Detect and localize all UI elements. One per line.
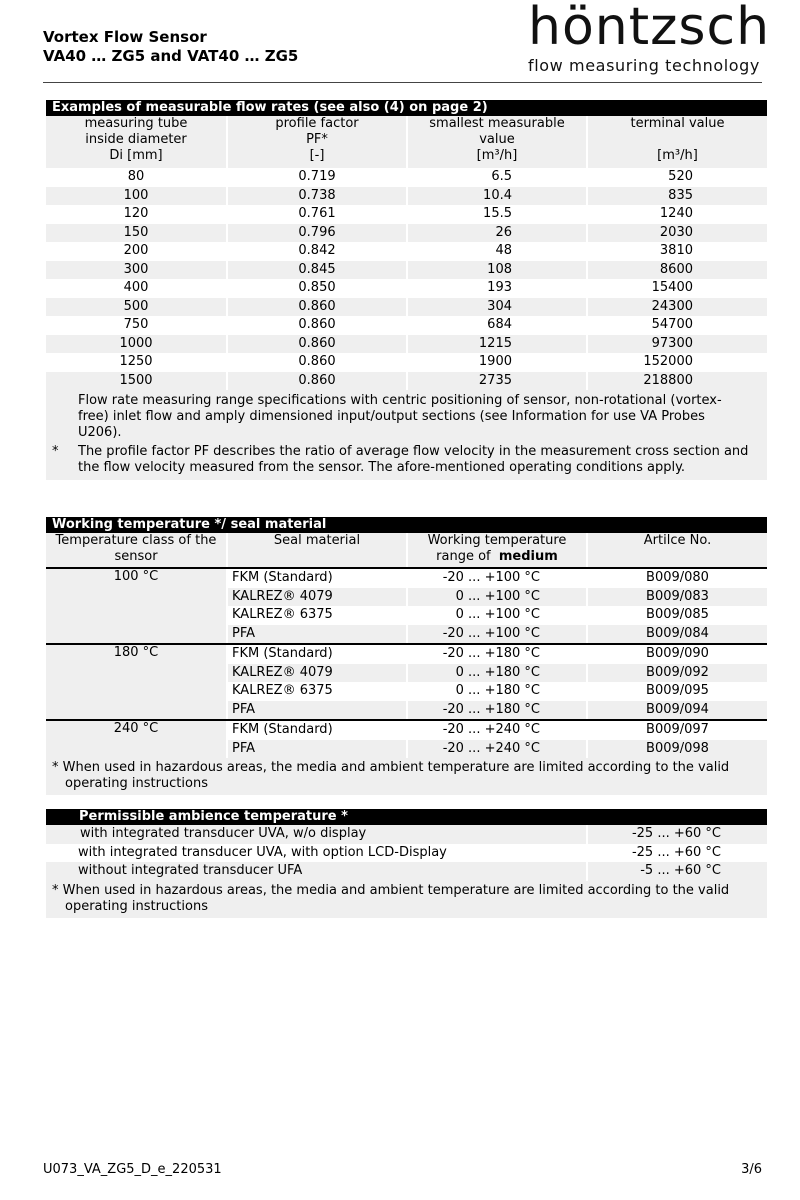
seal-material-cell: FKM (Standard) — [227, 720, 407, 740]
logo-tagline: flow measuring technology — [528, 56, 760, 75]
article-number-cell: B009/085 — [587, 606, 767, 625]
table-row — [46, 568, 767, 588]
table-row — [46, 844, 767, 863]
diameter-cell: 1000 — [46, 335, 227, 354]
terminal-value-cell: 218800 — [587, 372, 767, 391]
flow-rate-section — [46, 100, 767, 480]
table-row — [46, 242, 767, 261]
article-number-cell: B009/097 — [587, 720, 767, 740]
seal-material-cell: KALREZ® 4079 — [227, 588, 407, 607]
flow-rate-title: Examples of measurable flow rates (see also (4) on page 2) — [46, 100, 767, 116]
diameter-cell: 200 — [46, 242, 227, 261]
temperature-range-cell: -20 ... +240 °C — [407, 720, 587, 740]
terminal-value-cell: 15400 — [587, 279, 767, 298]
temp-class-cell: 100 °C — [46, 568, 227, 644]
ambient-condition-cell: without integrated transducer UFA — [46, 862, 587, 881]
temp-footnote: * When used in hazardous areas, the media and ambient temperature are limited according to the valid operating instructions — [46, 758, 767, 795]
table-row — [46, 644, 767, 664]
temperature-range-cell: -20 ... +180 °C — [407, 644, 587, 664]
logo-wordmark: höntzsch — [528, 0, 771, 57]
table-row — [46, 224, 767, 243]
ambient-temperature-title: Permissible ambience temperature * — [46, 809, 767, 825]
profile-factor-cell: 0.845 — [227, 261, 407, 280]
article-number-cell: B009/098 — [587, 740, 767, 759]
smallest-value-cell: 108 — [407, 261, 587, 280]
seal-material-cell: PFA — [227, 625, 407, 645]
company-logo — [528, 0, 771, 75]
terminal-value-cell: 1240 — [587, 205, 767, 224]
terminal-value-cell: 24300 — [587, 298, 767, 317]
smallest-value-cell: 10.4 — [407, 187, 587, 206]
terminal-value-cell: 8600 — [587, 261, 767, 280]
diameter-cell: 1500 — [46, 372, 227, 391]
flow-rate-rows — [46, 168, 767, 390]
ambient-rows — [46, 825, 767, 881]
seal-material-cell: KALREZ® 4079 — [227, 664, 407, 683]
ambient-range-cell: -25 ... +60 °C — [587, 825, 767, 844]
article-number-cell: B009/094 — [587, 701, 767, 721]
temperature-range-cell: -20 ... +180 °C — [407, 701, 587, 721]
table-row — [46, 168, 767, 187]
terminal-value-cell: 2030 — [587, 224, 767, 243]
col-article-header: Artilce No. — [587, 533, 767, 568]
table-row — [46, 720, 767, 740]
col-range-header: Working temperature range of medium — [407, 533, 587, 568]
diameter-cell: 500 — [46, 298, 227, 317]
flow-rate-note — [46, 390, 767, 444]
temperature-range-cell: 0 ... +180 °C — [407, 664, 587, 683]
terminal-value-cell: 97300 — [587, 335, 767, 354]
table-row — [46, 187, 767, 206]
diameter-cell: 80 — [46, 168, 227, 187]
flow-rate-table — [46, 116, 767, 390]
smallest-value-cell: 684 — [407, 316, 587, 335]
flow-note-2: The profile factor PF describes the ratio of average flow velocity in the measurement cross section and the flow velocity measured from the sensor. The afore-mentioned operating conditions apply. — [78, 444, 749, 475]
profile-factor-cell: 0.796 — [227, 224, 407, 243]
seal-material-cell: FKM (Standard) — [227, 568, 407, 588]
table-row — [46, 353, 767, 372]
smallest-value-cell: 2735 — [407, 372, 587, 391]
article-number-cell: B009/083 — [587, 588, 767, 607]
working-temperature-table — [46, 533, 767, 758]
title-line-1: Vortex Flow Sensor — [43, 28, 207, 46]
ambient-range-cell: -25 ... +60 °C — [587, 844, 767, 863]
seal-material-cell: KALREZ® 6375 — [227, 682, 407, 701]
terminal-value-cell: 835 — [587, 187, 767, 206]
col-seal-header: Seal material — [227, 533, 407, 568]
table-row — [46, 279, 767, 298]
terminal-value-cell: 3810 — [587, 242, 767, 261]
smallest-value-cell: 304 — [407, 298, 587, 317]
smallest-value-cell: 1900 — [407, 353, 587, 372]
terminal-value-cell: 152000 — [587, 353, 767, 372]
profile-factor-cell: 0.860 — [227, 298, 407, 317]
col-profile-factor-header: profile factor PF* [-] — [227, 116, 407, 168]
temp-class-cell: 180 °C — [46, 644, 227, 720]
diameter-cell: 400 — [46, 279, 227, 298]
profile-factor-cell: 0.761 — [227, 205, 407, 224]
terminal-value-cell: 54700 — [587, 316, 767, 335]
profile-factor-cell: 0.860 — [227, 372, 407, 391]
col-diameter-header: measuring tube inside diameter Di [mm] — [46, 116, 227, 168]
table-row — [46, 205, 767, 224]
profile-factor-cell: 0.738 — [227, 187, 407, 206]
flow-note-1: Flow rate measuring range specifications with centric positioning of sensor, non-rotational (vortex-free) inlet flow and amply dimensioned input/output sections (see Information for use VA Probes U206). — [78, 393, 722, 440]
ambient-footnote: * When used in hazardous areas, the media and ambient temperature are limited according to the valid operating instructions — [46, 881, 767, 918]
table-row — [46, 298, 767, 317]
ambient-range-cell: -5 ... +60 °C — [587, 862, 767, 881]
profile-factor-note — [46, 444, 767, 480]
profile-factor-cell: 0.860 — [227, 316, 407, 335]
diameter-cell: 750 — [46, 316, 227, 335]
header-divider — [43, 82, 762, 83]
article-number-cell: B009/080 — [587, 568, 767, 588]
table-row — [46, 372, 767, 391]
working-temperature-rows — [46, 568, 767, 758]
diameter-cell: 120 — [46, 205, 227, 224]
temperature-range-cell: -20 ... +240 °C — [407, 740, 587, 759]
title-line-2: VA40 … ZG5 and VAT40 … ZG5 — [43, 47, 299, 65]
temp-class-cell: 240 °C — [46, 720, 227, 758]
ambient-temperature-table — [46, 825, 767, 881]
ambient-temperature-section — [46, 809, 767, 918]
diameter-cell: 100 — [46, 187, 227, 206]
diameter-cell: 1250 — [46, 353, 227, 372]
temperature-range-cell: 0 ... +180 °C — [407, 682, 587, 701]
diameter-cell: 300 — [46, 261, 227, 280]
smallest-value-cell: 15.5 — [407, 205, 587, 224]
seal-material-cell: PFA — [227, 740, 407, 759]
temperature-range-cell: 0 ... +100 °C — [407, 588, 587, 607]
document-title — [43, 28, 298, 66]
seal-material-cell: KALREZ® 6375 — [227, 606, 407, 625]
ambient-condition-cell: with integrated transducer UVA, with option LCD-Display — [46, 844, 587, 863]
document-id: U073_VA_ZG5_D_e_220531 — [43, 1162, 222, 1177]
table-row — [46, 825, 767, 844]
temperature-range-cell: -20 ... +100 °C — [407, 625, 587, 645]
smallest-value-cell: 193 — [407, 279, 587, 298]
temp-header-row — [46, 533, 767, 568]
temperature-range-cell: 0 ... +100 °C — [407, 606, 587, 625]
footnote-mark: * — [52, 444, 59, 459]
smallest-value-cell: 26 — [407, 224, 587, 243]
smallest-value-cell: 48 — [407, 242, 587, 261]
article-number-cell: B009/095 — [587, 682, 767, 701]
article-number-cell: B009/084 — [587, 625, 767, 645]
table-row — [46, 862, 767, 881]
seal-material-cell: PFA — [227, 701, 407, 721]
profile-factor-cell: 0.842 — [227, 242, 407, 261]
seal-material-cell: FKM (Standard) — [227, 644, 407, 664]
table-row — [46, 316, 767, 335]
terminal-value-cell: 520 — [587, 168, 767, 187]
profile-factor-cell: 0.860 — [227, 353, 407, 372]
table-row — [46, 261, 767, 280]
temperature-range-cell: -20 ... +100 °C — [407, 568, 587, 588]
col-temp-class-header: Temperature class of the sensor — [46, 533, 227, 568]
ambient-condition-cell: with integrated transducer UVA, w/o display — [46, 825, 587, 844]
table-row — [46, 335, 767, 354]
working-temperature-section — [46, 517, 767, 795]
col-terminal-value-header: terminal value [m³/h] — [587, 116, 767, 168]
smallest-value-cell: 6.5 — [407, 168, 587, 187]
flow-rate-header-row — [46, 116, 767, 168]
profile-factor-cell: 0.860 — [227, 335, 407, 354]
article-number-cell: B009/090 — [587, 644, 767, 664]
working-temperature-title: Working temperature */ seal material — [46, 517, 767, 533]
profile-factor-cell: 0.850 — [227, 279, 407, 298]
diameter-cell: 150 — [46, 224, 227, 243]
article-number-cell: B009/092 — [587, 664, 767, 683]
col-smallest-value-header: smallest measurable value [m³/h] — [407, 116, 587, 168]
page-number: 3/6 — [741, 1162, 762, 1177]
profile-factor-cell: 0.719 — [227, 168, 407, 187]
smallest-value-cell: 1215 — [407, 335, 587, 354]
